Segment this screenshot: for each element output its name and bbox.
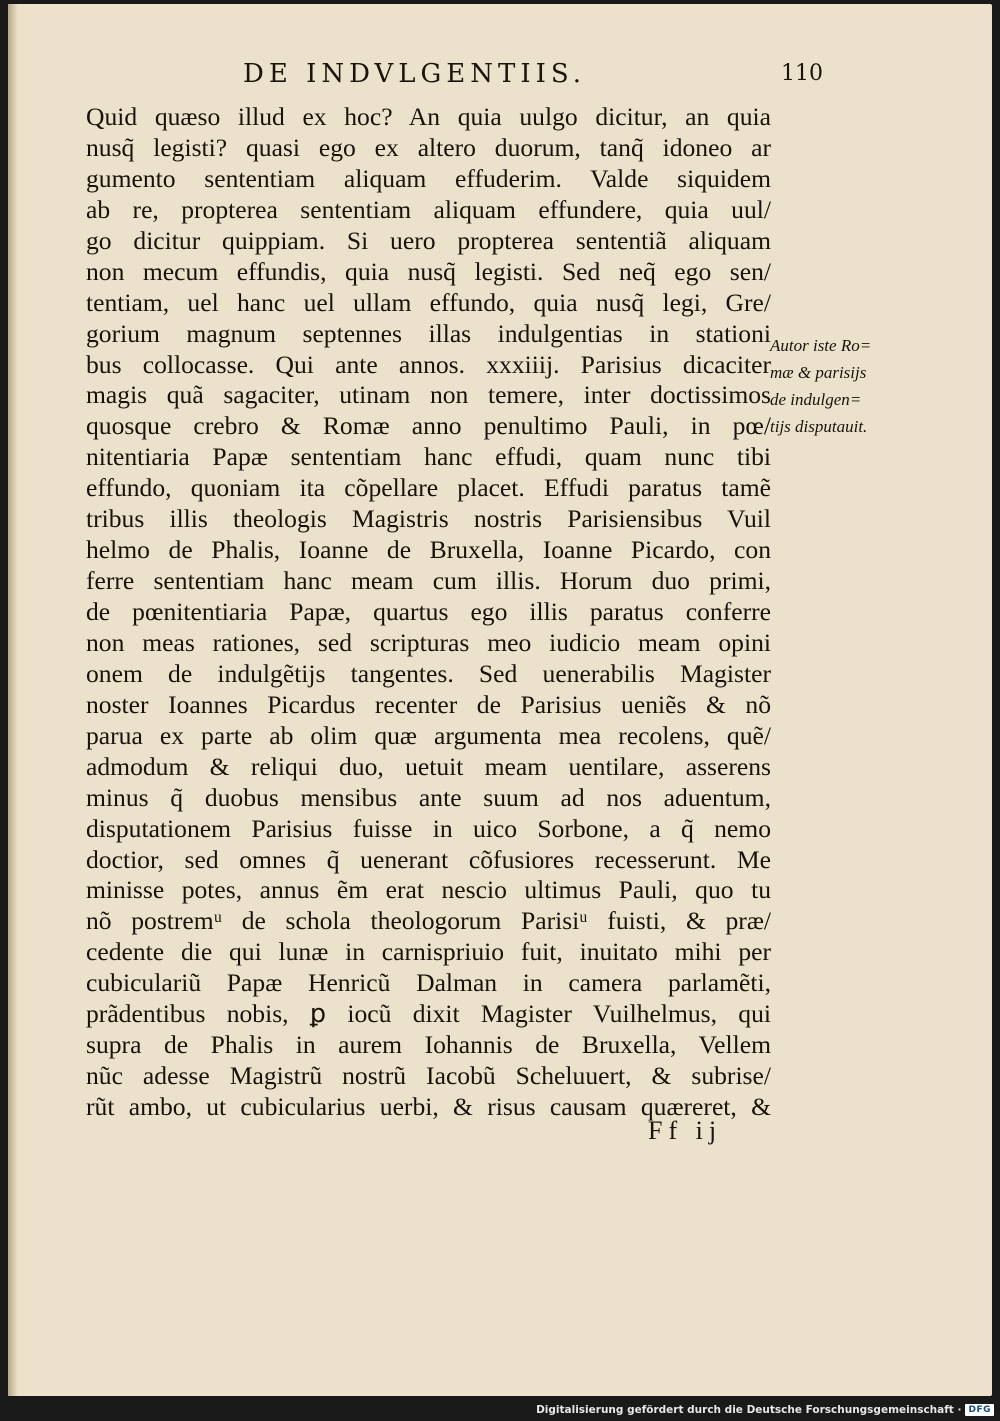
main-text-block	[86, 102, 771, 1123]
text-line: supra de Phalis in aurem Iohannis de Bruxella, Vellem	[86, 1030, 771, 1060]
text-line: nõ postremᵘ de schola theologorum Parisiᵘ fuisti, & præ/	[86, 906, 771, 936]
marginal-note-line: Autor iste Ro=	[770, 336, 872, 355]
dfg-logo: DFG	[965, 1404, 994, 1416]
text-line: rũt ambo, ut cubicularius uerbi, & risus causam quæreret, &	[86, 1092, 771, 1121]
text-line: bus collocasse. Qui ante annos. xxxiiij. Parisius dicaciter	[86, 349, 771, 379]
text-line: tribus illis theologis Magistris nostris Parisiensibus Vuil	[86, 504, 771, 534]
text-line: gorium magnum septennes illas indulgentias in stationi	[86, 318, 771, 348]
text-line: ab re, propterea sententiam aliquam effundere, quia uul/	[86, 194, 771, 224]
digitization-credit	[536, 1402, 994, 1418]
text-line: ferre sententiam hanc meam cum illis. Horum duo primi,	[86, 566, 771, 596]
text-line: tentiam, uel hanc uel ullam effundo, quia nusq̃ legi, Gre/	[86, 287, 771, 317]
text-line: quosque crebro & Romæ anno penultimo Pauli, in pœ/	[86, 411, 771, 441]
folio-number: 110	[781, 61, 823, 86]
marginal-note-line: de indulgen=	[770, 390, 862, 409]
text-line: disputationem Parisius fuisse in uico Sorbone, a q̃ nemo	[86, 813, 771, 843]
text-line: de pœnitentiaria Papæ, quartus ego illis paratus conferre	[86, 597, 771, 626]
text-line: parua ex parte ab olim quæ argumenta mea recolens, quẽ/	[86, 720, 771, 750]
text-line: nitentiaria Papæ sententiam hanc effudi, quam nunc tibi	[86, 442, 771, 472]
text-line: helmo de Phalis, Ioanne de Bruxella, Ioanne Picardo, con	[86, 535, 771, 565]
credit-text: Digitalisierung gefördert durch die Deutsche Forschungsgemeinschaft ·	[536, 1404, 962, 1416]
page-gutter-shadow	[8, 4, 18, 1396]
text-line: nusq̃ legisti? quasi ego ex altero duorum, tanq̃ idoneo ar	[86, 132, 771, 162]
book-page	[8, 4, 992, 1396]
text-line: Quid quæso illud ex hoc? An quia uulgo dicitur, an quia	[86, 102, 771, 131]
text-line: cedente die qui lunæ in carnispriuio fuit, inuitato mihi per	[86, 937, 771, 967]
text-line: minisse potes, annus ẽm erat nescio ultimus Pauli, quo tu	[86, 875, 771, 905]
text-line: noster Ioannes Picardus recenter de Parisius ueniẽs & nõ	[86, 689, 771, 719]
page-header	[243, 59, 823, 93]
text-line: magis quã sagaciter, utinam non temere, inter doctissimos	[86, 380, 771, 410]
text-line: minus q̃ duobus mensibus ante suum ad nos aduentum,	[86, 782, 771, 812]
text-line: effundo, quoniam ita cõpellare placet. Effudi paratus tamẽ	[86, 473, 771, 503]
text-line: non mecum effundis, quia nusq̃ legisti. Sed neq̃ ego sen/	[86, 256, 771, 286]
marginal-note-line: tijs disputauit.	[770, 417, 868, 436]
text-line: cubiculariũ Papæ Henricũ Dalman in camera parlamẽti,	[86, 968, 771, 998]
text-line: admodum & reliqui duo, uetuit meam uentilare, asserens	[86, 751, 771, 781]
signature-mark: Ff ij	[648, 1116, 723, 1145]
text-line: gumento sententiam aliquam effuderim. Valde siquidem	[86, 163, 771, 193]
running-head: DE INDVLGENTIIS.	[243, 59, 587, 89]
text-line: onem de indulgẽtijs tangentes. Sed uenerabilis Magister	[86, 658, 771, 688]
marginal-note	[770, 332, 900, 440]
text-line: go dicitur quippiam. Si uero propterea sententiã aliquam	[86, 225, 771, 255]
text-line: doctior, sed omnes q̃ uenerant cõfusiores recesserunt. Me	[86, 844, 771, 874]
text-line: non meas rationes, sed scripturas meo iudicio meam opini	[86, 627, 771, 657]
text-line: prãdentibus nobis, ꝑ iocũ dixit Magister Vuilhelmus, qui	[86, 999, 771, 1029]
marginal-note-line: mæ & parisijs	[770, 363, 867, 382]
text-line: nũc adesse Magistrũ nostrũ Iacobũ Scheluuert, & subrise/	[86, 1061, 771, 1091]
